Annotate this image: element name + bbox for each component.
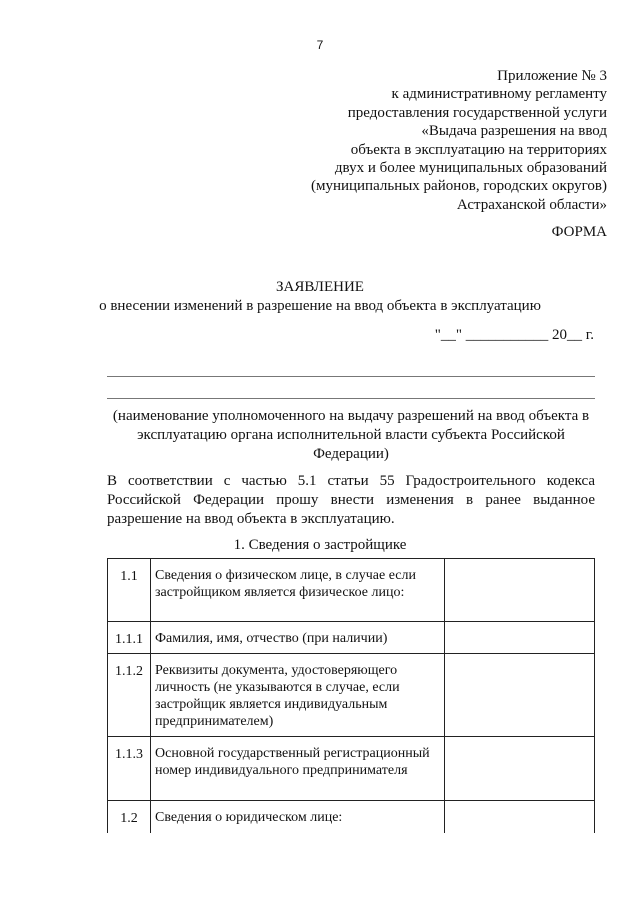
- appendix-line: предоставления государственной услуги: [347, 104, 607, 121]
- table-row: [108, 559, 595, 622]
- row-number: 1.2: [108, 801, 151, 833]
- row-description: Основной государственный регистрационный номер индивидуального предпринимателя: [151, 737, 445, 801]
- appendix-line: Приложение № 3: [497, 68, 607, 84]
- authority-blank-line-1: [107, 376, 595, 377]
- document-title: ЗАЯВЛЕНИЕ: [276, 279, 364, 295]
- appendix-line: объекта в эксплуатацию на территориях: [350, 141, 607, 158]
- row-description: Сведения о юридическом лице:: [151, 801, 445, 833]
- row-number: 1.1.1: [108, 622, 151, 654]
- authority-blank-line-2: [107, 398, 595, 399]
- row-description: Фамилия, имя, отчество (при наличии): [151, 622, 445, 654]
- appendix-line: «Выдача разрешения на ввод: [421, 123, 607, 140]
- section-heading: 1. Сведения о застройщике: [233, 537, 407, 553]
- appendix-line: Астраханской области»: [456, 196, 607, 213]
- appendix-line: двух и более муниципальных образований: [334, 160, 607, 177]
- row-description: Сведения о физическом лице, в случае если застройщиком является физическое лицо:: [151, 559, 445, 622]
- appendix-header: [311, 67, 607, 214]
- form-label: ФОРМА: [551, 224, 607, 240]
- table-row: [108, 737, 595, 801]
- row-value-cell[interactable]: [445, 654, 595, 737]
- appendix-line: к административному регламенту: [391, 86, 607, 103]
- authority-caption: (наименование уполномоченного на выдачу разрешений на ввод объекта в эксплуатацию органа исполнительной власти субъекта Российской Федерации): [112, 408, 590, 462]
- developer-info-table: [107, 558, 595, 833]
- row-number: 1.1.3: [108, 737, 151, 801]
- row-value-cell[interactable]: [445, 622, 595, 654]
- table-row: [108, 622, 595, 654]
- request-paragraph: В соответствии с частью 5.1 статьи 55 Градостроительного кодекса Российской Федерации прошу внести изменения в ранее выданное разрешение на ввод объекта в эксплуатацию.: [107, 473, 595, 527]
- document-subtitle: о внесении изменений в разрешение на ввод объекта в эксплуатацию: [99, 298, 541, 314]
- table-row: [108, 654, 595, 737]
- row-value-cell[interactable]: [445, 801, 595, 833]
- row-value-cell[interactable]: [445, 737, 595, 801]
- row-number: 1.1: [108, 559, 151, 622]
- page-number: 7: [316, 38, 324, 52]
- row-description: Реквизиты документа, удостоверяющего личность (не указываются в случае, если застройщик является индивидуальным предпринимателем): [151, 654, 445, 737]
- row-value-cell[interactable]: [445, 559, 595, 622]
- row-number: 1.1.2: [108, 654, 151, 737]
- date-line: "__" ___________ 20__ г.: [434, 327, 594, 343]
- appendix-line: (муниципальных районов, городских округов): [310, 178, 607, 195]
- table-row: [108, 801, 595, 833]
